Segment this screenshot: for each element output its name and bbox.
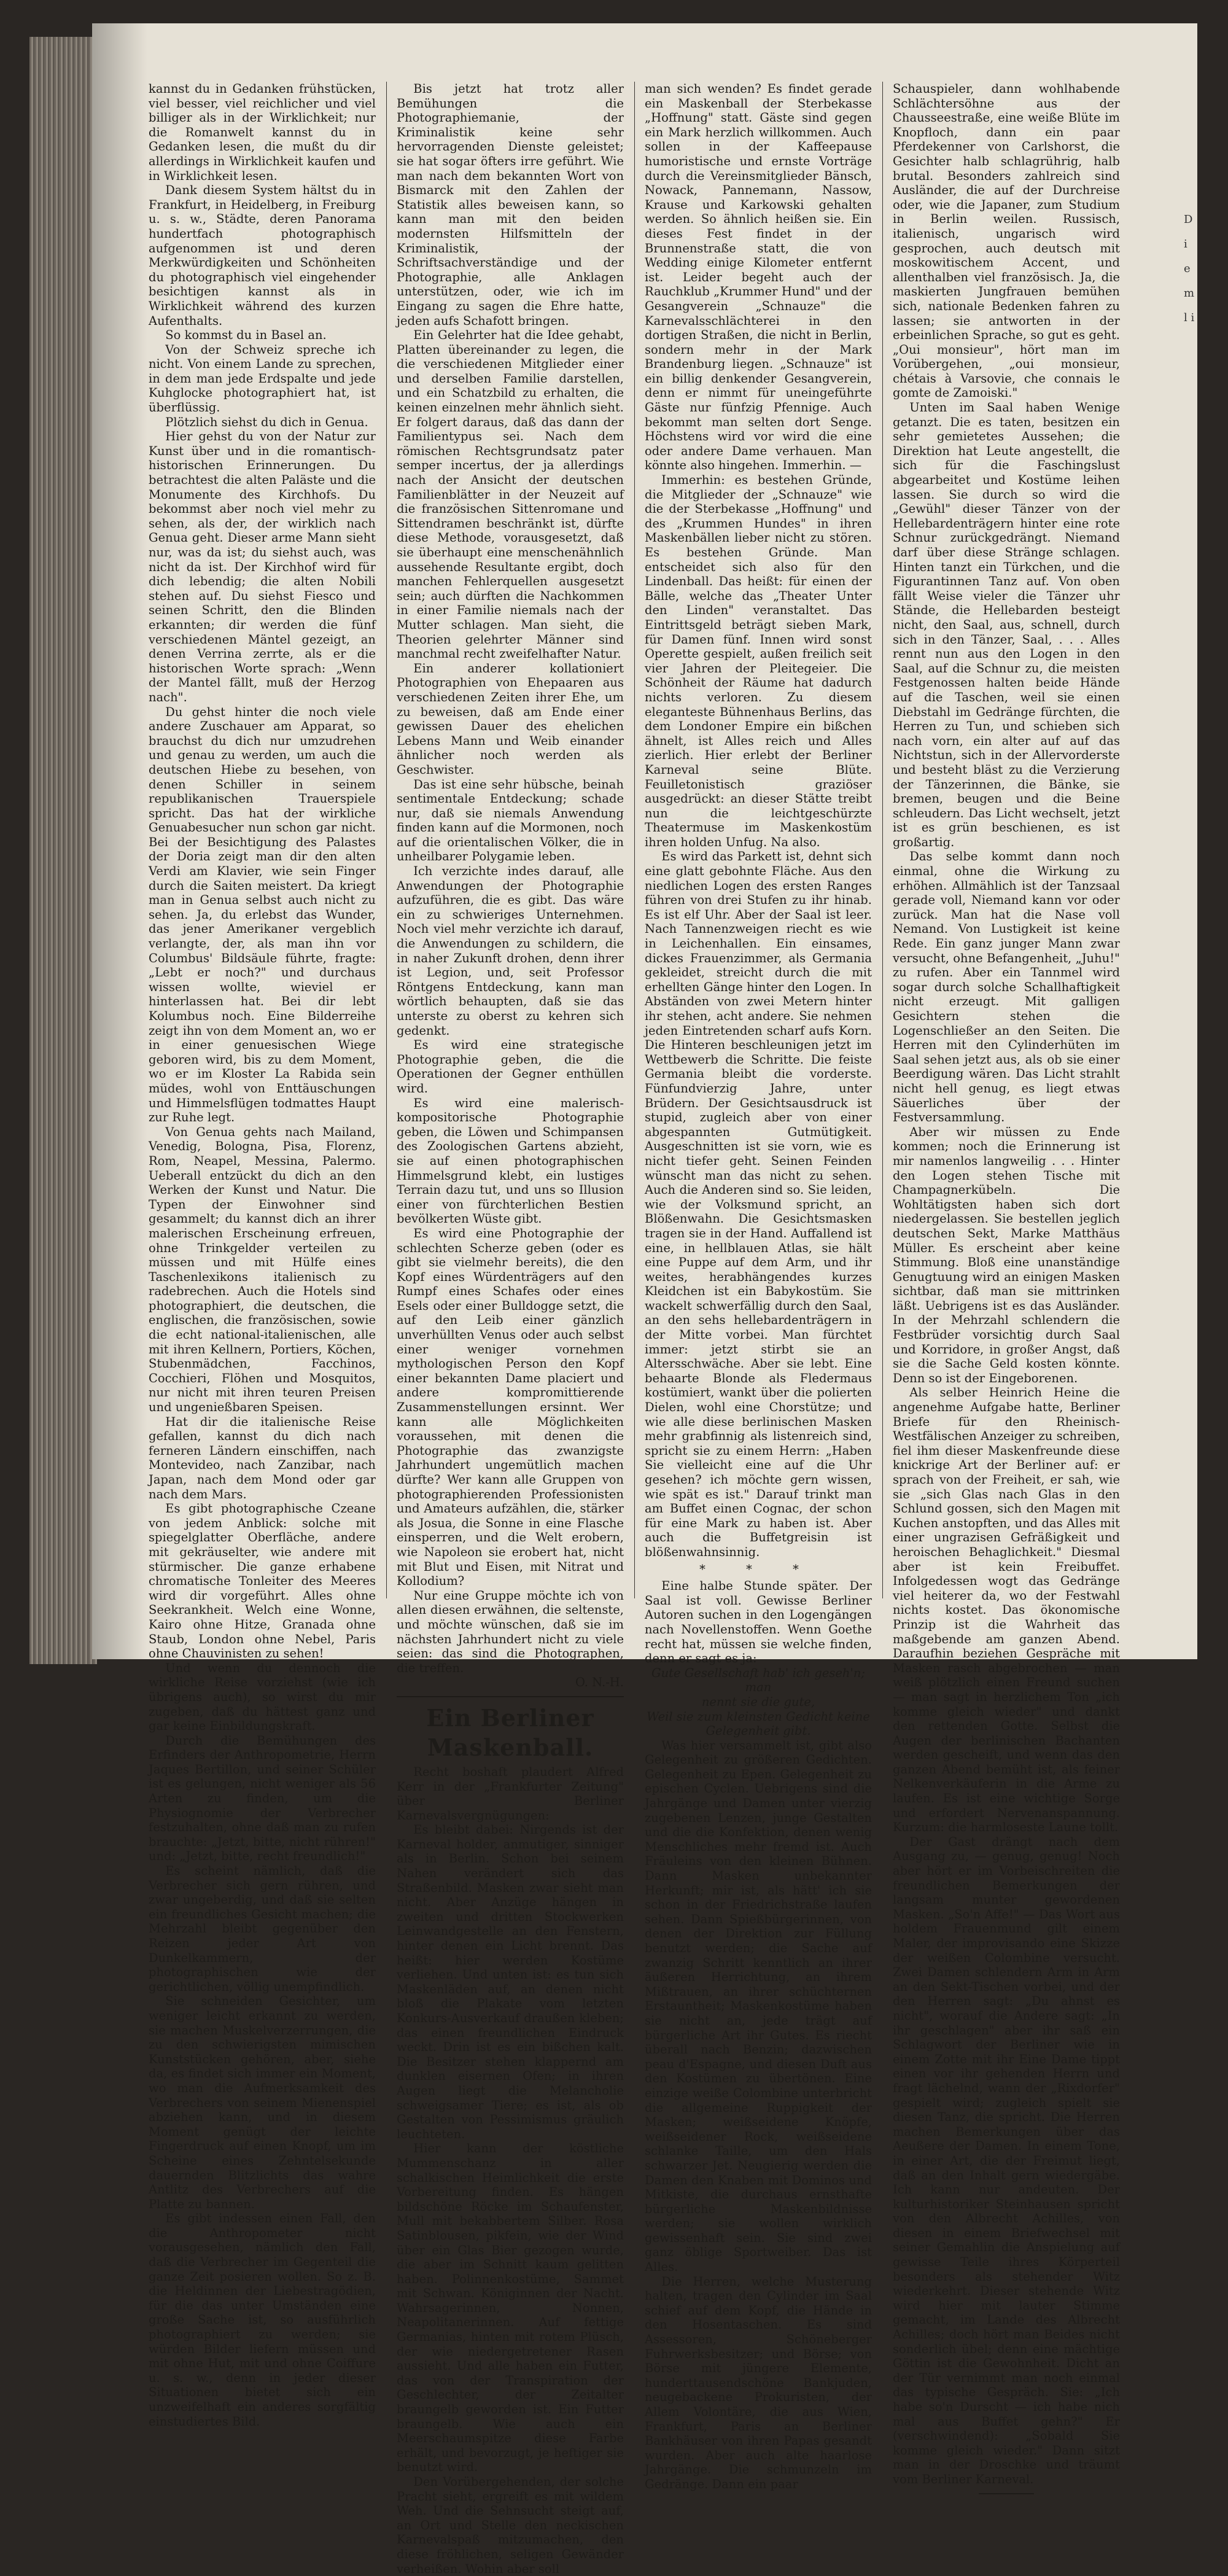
paragraph: Der Gast drängt nach dem Ausgang zu, — genug, genug! Noch aber hört er im Vorbeischreiten die freundlichen Bemerkungen der langsam munter gewordenen Masken. „So'n Affe!" — Das Wort aus holdem Frauenmund gilt einem Maler, der improvisando eine Skizze der weißen Colombine versucht. Zwei Damen schlendern Arm in Arm an den Sekt-Tischen vorbei, und der den Herren sagt: „Du ahnst es nicht", worauf die Andere sagt: „In ihr geschlagen" aber ihr saß ein Schlagwort der Berliner wie in einem Zotte mit ihr Eine Dame tippt einen vor ihr gehenden Herrn und fragt lächelnd, wann der „Rixdorfer" gespielt wird; zugleich spielt sie diesen Tanz, die spricht. Die Herren machen Bemerkungen über das Aeußere der Damen. In einem Tone, in einer Art, die der Freimut liegt, daß an den Inhalt gern wiedergäbe. Ich kann nur andeuten. Der kulturhistoriker Steinhausen spricht von den Albrecht Achilles, von diesen in einem Briefwechsel mit seiner Gemahlin die Anspielung auf gewisse Teile ihres Körperteil besonders als stehender Witz wiederkehrt. Dieser stehende Witz wird hier mit lauter Stimme gemacht, im Lande des Albrecht Achilles; doch hört man Beides nicht sonderlich übel; denn eine mächtige Göttin ist die Gewohnheit. Dicht an der Tür vernimmt man noch einmal das typische Gespräch. Sie: „Ich habe so'n Durscht — ich habe nich mal aus Buffet gehn?" Er (verschwindend): „Sobald Sie komme gleich wieder." Dann sitzt man in der Droschke und träumt vom Berliner Karneval. [893,1834,1120,2486]
book-page-edges [29,37,97,1664]
paragraph: Hier gehst du von der Natur zur Kunst über und in die romantisch-historischen Erinnerungen. Du betrachtest die alten Paläste und die Monumente des Kirchhofs. Du bekommst aber noch viel mehr zu sehen, als der, der wirklich nach Genua geht. Dieser arme Mann sieht nur, was da ist; du siehst auch, was nicht da ist. Der Kirchhof wird für dich lebendig; die alten Nobili stehen auf. Du siehst Fiesco und seinen Schritt, den die Blinden erkannten; dir werden die fünf verschiedenen Mäntel gezeigt, an denen Verrina zerrte, als er die historischen Worte sprach: „Wenn der Mantel fällt, muß der Herzog nach". [149,429,376,704]
paragraph: Von Genua gehts nach Mailand, Venedig, Bologna, Pisa, Florenz, Rom, Neapel, Messina, Palermo. Ueberall entzückt du dich an den Werken der Kunst und Natur. Die Typen der Einwohner sind gesammelt; du kannst dich an ihrer malerischen Erscheinung erfreuen, ohne Trinkgelder verteilen zu müssen und mit Hülfe eines Taschenlexikons italienisch zu radebrechen. Auch die Hotels sind photographiert, die deutschen, die englischen, die französischen, sowie die echt national-italienischen, alle mit ihren Kellnern, Portiers, Köchen, Stubenmädchen, Facchinos, Cocchieri, Flöhen und Mosquitos, nur nicht mit ihren teuren Preisen und ungenießbaren Speisen. [149,1124,376,1415]
paragraph: Und wenn du dennoch die wirkliche Reise vorziehst (wie ich übrigens auch), so wirst du mir zugeben, daß du hättest ganz und gar keine Einbildungskraft. [149,1660,376,1734]
poem-line: nennt sie die gute, [701,1694,815,1709]
paragraph: Es wird eine malerisch-kompositorische Photographie geben, die Löwen und Schimpansen des Zoologischen Gartens abzieht, sie auf einen photographischen Himmelsgrund klebt, ein lustiges Terrain dazu tut, und uns so Illusion einer von fürchterlichen Bestien bevölkerten Wüste gibt. [397,1095,624,1226]
article-intro: Recht boshaft plaudert Alfred Kerr in der „Frankfurter Zeitung" über Berliner Karnevalsvergnügungen: [397,1764,624,1823]
paragraph: Aber wir müssen zu Ende kommen; noch die Erinnerung ist mir namenlos langweilig . . . Hinter den Logen stehen Tische mit Champagnerkübeln. Die Wohltätigsten haben sich dort niedergelassen. Sie bestellen jeglich deutschen Sekt, Marke Matthäus Müller. Es erscheint aber keine Stimmung. Bloß eine unanständige Genugtuung wird an einigen Masken sichtbar, daß man sie mittrinken läßt. Uebrigens ist es das Ausländer. In der Mehrzahl schlendern die Festbrüder vorsichtig durch Saal und Korridore, in großer Angst, daß sie die Sache Geld kosten könnte. Denn so ist der Eingeborenen. [893,1124,1120,1385]
paragraph: Nur eine Gruppe möchte ich von allen diesen erwähnen, die seltenste, und möchte wünschen, daß sie im nächsten Jahrhundert nicht zu viele seien: das sind die Photographen, die treffen. [397,1588,624,1675]
paragraph: Schauspieler, dann wohlhabende Schlächtersöhne aus der Chausseestraße, eine weiße Blüte im Knopfloch, dann ein paar Pferdekenner von Carlshorst, die Gesichter halb schlagrührig, halb brutal. Besonders zahlreich sind Ausländer, die auf der Durchreise oder, wie die Japaner, zum Studium in Berlin weilen. Russisch, italienisch, ungarisch wird gesprochen, auch deutsch mit moskowitischem Accent, und allenthalben viel französisch. Ja, die maskierten Jungfrauen bemühen sich, nationale Bedenken fahren zu lassen; sie antworten in der erbeinlichen Sprache, so gut es geht. „Oui monsieur", hört man im Vorübergehen, „oui monsieur, chétais à Varsovie, che connais le gomte de Zamoiski." [893,82,1120,400]
end-rule [979,2493,1034,2494]
gutter-shadow [92,23,147,1659]
column-rule-2 [634,82,635,1598]
paragraph: kannst du in Gedanken frühstücken, viel besser, viel reichlicher und viel billiger als in der Wirklichkeit; nur die Romanwelt kannst du in Gedanken lesen, die mußt du dir allerdings in Wirklichkeit kaufen und in Wirklichkeit lesen. [149,82,376,183]
paragraph: So kommst du in Basel an. [165,328,327,343]
poem-line: Gute Gesellschaft hab' ich geseh'n; man [651,1665,865,1695]
paragraph: Was hier versammelt ist, gibt also Gelegenheit zu größeren Gedichten. Gelegenheit zu Epen. Gelegenheit zu epischen Cyclen. Uebrigens sind die Jahrgänge und Damen unter vierzig zugebenen Lenzen, junge Gestalten und die die Konfektion, denen wenig Menschliches mehr fremd ist. Auch Fräuleins von den kleinen Bühnen. Dann Masken unbekannter Herkunft; mir ist, als hätt' ich sie schon in der Friedrichstraße laufen sehen. Dann Spießbürgerinnen, von denen der Direktion zur Füllung benutzt werden; die Sache auf zwanzig Schritt kenntlich an ihrer äußeren Herrichtung, an ihrem Mißtrauen, an ihrer schüchternen Erstauntheit; Maskenkostüme haben sie nicht an, jede trägt auf bürgerliche Art ihr Gutes. Es riecht überall nach Benzin; dazwischen peau d'Espagne, und diesen Duft aus den Kostümen zu übertönen. Eine einzige weiße Colombine unterbricht die allgemeine Ruppigkeit der Masken; weißseidene Knöpfe, weißseidener Rock, weißseidene schlanke Taille, um den Hals schwarzer Jet. Neugierig werden die Damen den Knaben mit Dominos und Mitkiste, die durchaus ernsthafte bürgerliche Maskenbildnisse werden; sie wollen wirklich gewissenhaft sein. Sie sind zwei ganz öblige Sportweiber. Das ist Alles. [645,1738,872,2274]
paragraph: Unten im Saal haben Wenige getanzt. Die es taten, besitzen ein sehr gemietetes Aussehen; die Direktion hat Leute angestellt, die sich für die Faschingslust abgearbeitet und Kostüme leihen lassen. Sie durch so wird die „Gewühl" dieser Tänzer von der Hellebardenträgern hinter eine rote Schnur zurückgedrängt. Niemand darf über diese Stränge schlagen. Hinten tanzt ein Türkchen, und die Figurantinnen Tanz auf. Von oben fällt Weise vieler die Tänzer uhr Stände, die Hellebarden besteigt nicht, den Saal, aus, schnell, durch sich in den Tänzer, Saal, . . . Alles rennt nun aus den Logen in den Saal, auf die Schnur zu, die meisten Festgenossen halten beide Hände auf die Taschen, weil sie einen Diebstahl im Gedränge fürchten, die Herren zu Tun, und schieben sich nach vorn, ein alter auf auf das Nichtstun, sich in der Allervorderste und besteht bläst zu die Verzierung der Tänzerinnen, die Bänke, sie bremen, beugen und die Beine schleudern. Das Licht wechselt, jetzt ist es grün beschienen, es ist großartig. [893,400,1120,849]
paragraph: Es gibt photographische Czeane von jedem Anblick: solche mit spiegelglatter Oberfläche, andere mit gekräuselter, wie andere mit stürmischer. Die ganze erhabene chromatische Tonleiter des Meeres wird dir vorgeführt. Alles ohne Seekrankheit. Welch eine Wonne, Kairo ohne Hitze, Granada ohne Staub, London ohne Nebel, Paris ohne Chauvinisten zu sehen! [149,1501,376,1661]
paragraph: Bis jetzt hat trotz aller Bemühungen die Photographiemanie, der Kriminalistik keine sehr hervorragenden Dienste geleistet; sie hat sogar öfters irre geführt. Wie man nach dem bekannten Wort von Bismarck mit den Zahlen der Statistik alles beweisen kann, so kann man mit den beiden modernsten Hilfsmitteln der Kriminalistik, der Schriftsachverständige und der Photographie, alle Anklagen unterstützen, oder, wie ich im Eingang zu sagen die Ehre hatte, jeden aufs Schafott bringen. [397,82,624,328]
paragraph: Ein Gelehrter hat die Idee gehabt, Platten übereinander zu legen, die die verschiedenen Mitglieder einer und derselben Familie darstellen, und ein Schatzbild zu erhalten, die keinen einzelnen mehr ähnlich sieht. Er folgert daraus, daß das dann der Familientypus sei. Nach dem römischen Rechtsgrundsatz pater semper incertus, der ja allerdings nach der Ansicht der deutschen Familienblätter in der Neuzeit auf die französischen Sittenromane und Sittendramen beschränkt ist, dürfte diese Methode, vorausgesetzt, daß sie überhaupt eine menschenähnlich aussehende Resultante ergibt, doch manchen Fehlerquellen ausgesetzt sein; auch dürften die Nachkommen in einer Familie niemals nach der Mutter schlagen. Man sieht, die Theorien gelehrter Männer sind manchmal recht zweifelhafter Natur. [397,328,624,661]
column-3 [645,82,872,2492]
paragraph: Es scheint nämlich, daß die Verbrecher sich gern rühren, und zwar ungeberdig, und daß sie selten ein freundliches Gesicht machen; die Mehrzahl bleibt gegenüber den Reizen jeder Art von Dunkelkammern, der photographischen wie der gerichtlichen, völlig unempfindlich. [149,1864,376,1994]
paragraph: Durch die Bemühungen des Erfinders der Anthropometrie, Herrn Jaques Bertillon, und seiner Schüler ist es gelungen, nicht weniger als 56 Arten zu finden, um die Physiognomie der Verbrecher festzuhalten, ohne daß man zu rufen brauchte: „Jetzt, bitte, nicht rühren!" und: „Jetzt, bitte, recht freundlich!" [149,1733,376,1864]
paragraph: Hier kann der köstliche Mummenschanz in aller schalkischen Heimlichkeit die erste Vorbereitung finden. Es hängen bildschöne Röcke im Schaufenster, Mull mit bekabbertem Silber. Rosa Satinblousen, pikfein, wie der Wind über ein Glas Bier gezogen wurde, die aber im Schnitt kaum gelitten haben. Polinnenkostüme, Sammet mit Schwan. Königinnen der Nacht. Wahrsagerinnen, Nonnen, Neapolitanerinnen. Auf fettige Germanias, hinten mit rotem Plüsch, der wie niedergetretener Rasen aussieht. Und alle haben ein Futter, das von der Transpiration der Geschlechter, der Zeitalter braungelb geworden ist. Ein Futter braungelb. Wie auch ein Meerschaumspitze diese Farbe erhält, und bevorzugt, je heftiger sie benutzt wird. [397,2141,624,2475]
paragraph: Die Herren, welche Musterung halten, tragen den Cylinder im Saal schief auf dem Kopf, die Hände in den Hosentaschen. Es sind Assessoren, Schöneberger Fuhrwerksbesitzer; und Börse; von Börse mit jüngere Elemente, hunderttausendschöne Bankjuden, neugebackene Prokuristen, der Allem Volontäre, die aus Wien, Frankfurt, Paris an Berliner Bankhäuser von ihren Papas gesandt wurden. Aber auch alte haarlose Jahrgänge. Die schmunzeln im Gedränge. Dann ein paar [645,2274,872,2491]
poem-line: Weil sie zum kleinsten Gedicht keine [647,1709,870,1724]
paragraph: Hat dir die italienische Reise gefallen, kannst du dich nach ferneren Ländern einschiffen, nach Montevideo, nach Zanzibar, nach Japan, nach dem Mond oder gar nach dem Mars. [149,1414,376,1501]
paragraph: Immerhin: es bestehen Gründe, die Mitglieder der „Schnauze" wie die der Sterbekasse „Hoffnung" und des „Krummen Hundes" in ihren Maskenbällen lieber nicht zu stören. Es bestehen Gründe. Man entscheidet sich also für den Lindenball. Das heißt: für einen der Bälle, welche das „Theater Unter den Linden" veranstaltet. Das Eintrittsgeld beträgt sieben Mark, für Damen fünf. Innen wird sonst Operette gespielt, außen freilich seit vier Jahren der Pleitegeier. Die Schönheit der Räume hat dadurch nichts verloren. Zu diesem eleganteste Bühnenhaus Berlins, das dem Londoner Empire ein bißchen ähnelt, ist Alles reich und Alles zierlich. Hier erlebt der Berliner Karneval seine Blüte. Feuilletonistisch graziöser ausgedrückt: an dieser Stätte treibt nun die leichtgeschürzte Theatermuse im Maskenkostüm ihren holden Unfug. Na also. [645,473,872,849]
paragraph: Von der Schweiz spreche ich nicht. Von einem Lande zu sprechen, in dem man jede Erdspalte und jede Kuhglocke photographiert hat, ist überflüssig. [149,342,376,415]
paragraph: Es gibt indessen einen Fall, den die Anthropometer nicht vorausgesehen, nämlich den Fall, daß die Verbrecher im Gegenteil die ganze Zeit posieren wollen. So z. B. die Heldinnen der Liebestragödien, für die das unter Umständen eine große Sache ist, so ausführlich photographiert zu werden; sie würden Bilder liefern müssen und mit ohne Hut, mit und ohne Coiffure u. s. w., denn in jeder dieser Situationen bietet sich ein unzweifelhaft ein anderes sorgfältig einstudiertes Bild. [149,2211,376,2429]
article-headline: Ein Berliner Maskenball. [397,1696,624,1762]
paragraph: Ein anderer kollationiert Photographien von Ehepaaren aus verschiedenen Zeiten ihrer Ehe, um zu beweisen, daß am Ende einer gewissen Dauer des ehelichen Lebens Mann und Weib einander ähnlicher noch werden als Geschwister. [397,661,624,777]
adjacent-page-letters: D i e m l i [1184,213,1195,324]
paragraph: Eine halbe Stunde später. Der Saal ist voll. Gewisse Berliner Autoren suchen in den Logengängen nach Novellenstoffen. Wenn Goethe recht hat, müssen sie welche finden, denn er sagt es ja: [645,1579,872,1666]
paragraph: Es wird eine strategische Photographie geben, die die Operationen der Gegner enthüllen wird. [397,1038,624,1095]
column-1 [149,82,376,2429]
paragraph: Es wird eine Photographie der schlechten Scherze geben (oder es gibt sie vielmehr bereits), die den Kopf eines Würdenträgers auf den Rumpf eines Schafes oder eines Esels oder einer Bulldogge setzt, die auf den Leib einer gänzlich unverhüllten Venus oder auch selbst einer weniger vornehmen mythologischen Person den Kopf einer bekannten Dame placiert und andere kompromittierende Zusammenstellungen ersinnt. Wer kann alle Möglichkeiten voraussehen, mit denen die Photographie das zwanzigste Jahrhundert ungemütlich machen dürfte? Wer kann alle Gruppen von photographierenden Professionisten und Amateurs aufzählen, die, stärker als Josua, die Sonne in eine Flasche einsperren, und die Welt erobern, wie Napoleon sie erobert hat, nicht mit Blut und Eisen, mit Nitrat und Kollodium? [397,1226,624,1589]
column-2 [397,82,624,2576]
section-break-stars: * * * [699,1562,817,1576]
poem-line: Gelegenheit gibt. [705,1724,811,1738]
paragraph: Es bleibt dabei: Nirgends ist der Karneval holder, anmutiger, sinniger als in Berlin. Schon bei seinem Nahen verändert sich das Straßenbild. Masken zwar sieht man nicht. Aber Anzüge hängen in zweiten und dritten Stockwerken Leinwandgestelle an den Fenstern, hinter denen ein Licht brennt. Das heißt: hier werden Kostüme verliehen. Und unten ist: es tun sich Maskenläden auf, an denen nicht bloß die Plakate vom letzten Konkurs-Ausverkauf draußen kleben; das einen freundlichen Eindruck weckt. Drin ist es ein bißchen kalt. Die Besitzer stehen klappernd am dunklen eisernen Ofen; in ihren Augen liegt die Melancholie schweigsamer Tiere; es ist, als ob Gestalten von Pessimismus gräulich leuchteten. [397,1823,624,2141]
paragraph: Als selber Heinrich Heine die angenehme Aufgabe hatte, Berliner Briefe für den Rheinisch-Westfälischen Anzeiger zu schreiben, fiel ihm dieser Maskenfreunde diese knickrige Art der Berliner auf: er sprach von der Freiheit, er sah, wie sie „sich Glas nach Glas in den Schlund gossen, sich den Magen mit Kuchen anstopften, und das Alles mit einer ungrazisen Gefräßigkeit und heroischen Behaglichkeit." Diesmal aber ist kein Freibuffet. Infolgedessen wogt das Gedränge viel heiterer da, wo der Festwahl nichts kostet. Das ökonomische Prinzip ist die Wahrheit das maßgebende am ganzen Abend. Daraufhin beziehen Gespräche mit Masken rasch abgebrochen — man weiß plötzlich einen Freund suchen — man sagt in herzlichem Ton „ich komme gleich wieder" und dankt den rettenden Gotte. Selbst die Augen der berlinischen Bachanten werden gescheift, und wenn das den ganzen Abend bemüht ist, als feiner Nelkenverkäuferin in die Arme zu laufen. Es ist eine wichtige Sorge und erfordert Nervenanspannung. Kurzum: die harmloseste Laune tollt. [893,1385,1120,1835]
paragraph: Es wird das Parkett ist, dehnt sich eine glatt gebohnte Fläche. Aus den niedlichen Logen des ersten Ranges führen von drei Stufen zu ihr hinab. Es ist elf Uhr. Aber der Saal ist leer. Nach Tannenzweigen riecht es wie in Leichenhallen. Ein einsames, dickes Frauenzimmer, als Germania gekleidet, streicht durch die mit erhellten Gänge hinter den Logen. In Abständen von zwei Metern hinter ihr stehen, acht andere. Sie nehmen jeden Eintretenden scharf aufs Korn. Die Hinteren beschleunigen jetzt im Wettbewerb die Schritte. Die feiste Germania bleibt die vorderste. Fünfundvierzig Jahre, unter Brüdern. Der Gesichtsausdruck ist stupid, zugleich aber von einer abgespannten Gutmütigkeit. Ausgeschnitten ist sie vorn, wie es nicht tiefer geht. Seinen Feinden wünscht man das nicht zu sehen. Auch die Anderen sind so. Sie leiden, wie der Volksmund spricht, an Blößenwahn. Die Gesichtsmasken tragen sie in der Hand. Auffallend ist eine, in hellblauen Atlas, sie hält eine Puppe auf dem Arm, und ihr weites, herabhängendes kurzes Kleidchen ist ein Babykostüm. Sie wackelt schwerfällig durch den Saal, an den sehs hellebardenträgern in der Mitte vorbei. Man fürchtet immer: jetzt stirbt sie an Altersschwäche. Aber sie lebt. Eine behaarte Blonde als Fledermaus kostümiert, wankt über die polierten Dielen, wohl eine Chorstütze; und wie alle diese berlinischen Masken mehr grabfinnig als listenreich sind, spricht sie zu einem Herrn: „Haben Sie vielleicht eine auf die Uhr gesehen? ich möchte gern wissen, wie spät es ist." Darauf trinkt man am Buffet einen Cognac, der schon für eine Mark zu haben ist. Aber auch die Buffetgreisin ist blößenwahnsinnig. [645,849,872,1559]
paragraph: Ich verzichte indes darauf, alle Anwendungen der Photographie aufzuführen, die es gibt. Das wäre ein zu schwieriges Unternehmen. Noch viel mehr verzichte ich darauf, die Anwendungen zu schildern, die in naher Zukunft drohen, denn ihrer ist Legion, und, seit Professor Röntgens Entdeckung, kann man wörtlich behaupten, daß sie das unterste zu oberst zu kehren sich gedenkt. [397,864,624,1038]
paragraph: Du gehst hinter die noch viele andere Zuschauer am Apparat, so brauchst du dich nur umzudrehen und genau zu werden, um auch die deutschen Hiebe zu besehen, von denen Schiller in seinem republikanischen Trauerspiele spricht. Das hat der wirkliche Genuabesucher nun schon gar nicht. Bei der Besichtigung des Palastes der Doria zeigt man dir den alten Verdi am Klavier, wie sein Finger durch die Saiten meistert. Da kriegt man in Genua selbst auch nicht zu sehen. Ja, du erlebst das Wunder, das jener Amerikaner vergeblich verlangte, der, als man ihn vor Columbus' Bildsäule führte, fragte: „Lebt er noch?" und durchaus wissen wollte, wieviel er hinterlassen hat. Bei dir lebt Kolumbus noch. Eine Bilderreihe zeigt ihn von dem Moment an, wo er in einer genuesischen Wiege geboren wird, bis zu dem Moment, wo er im Kloster La Rabida sein müdes, wohl von Enttäuschungen und Himmelsflügen todmattes Haupt zur Ruhe legt. [149,704,376,1125]
paragraph: Plötzlich siehst du dich in Genua. [165,414,368,429]
paragraph: Dank diesem System hältst du in Frankfurt, in Heidelberg, in Freiburg u. s. w., Städte, deren Panorama hundertfach photographisch aufgenommen ist und deren Merkwürdigkeiten und Schönheiten du photographisch viel eingehender besichtigen kannst als in Wirklichkeit während des kurzen Aufenthalts. [149,183,376,328]
goethe-quote [645,1666,872,1738]
paragraph: Das ist eine sehr hübsche, beinah sentimentale Entdeckung; schade nur, daß sie niemals Anwendung finden kann auf die Mormonen, noch auf die orientalischen Völker, die in unheilbarer Polygamie leben. [397,777,624,864]
paragraph: Das selbe kommt dann noch einmal, ohne die Wirkung zu erhöhen. Allmählich ist der Tanzsaal gerade voll, Niemand kann vor oder zurück. Man hat die Nase voll Nemand. Von Lustigkeit ist keine Rede. Ein ganz junger Mann zwar versucht, ohne Befangenheit, „Juhu!" zu rufen. Aber ein Tannmel wird sogar durch solche Schallhaftigkeit nicht erzeugt. Mit galligen Gesichtern stehen die Logenschließer an den Seiten. Die Herren mit den Cylinderhüten im Saal sehen jetzt aus, als ob sie einer Beerdigung wären. Das Licht strahlt nicht hell genug, es liegt etwas Säuerliches über der Festversammlung. [893,849,1120,1125]
article-signature: O. N.-H. [575,1675,624,1690]
paragraph: man sich wenden? Es findet gerade ein Maskenball der Sterbekasse „Hoffnung" statt. Gäste sind gegen ein Mark herzlich willkommen. Auch sollen in der Kaffeepause humoristische und ernste Vorträge durch die Vereinsmitglieder Bänsch, Nowack, Pannemann, Nassow, Krause und Karkowski gehalten werden. So ähnlich heißen sie. Ein dieses Fest findet in der Brunnenstraße statt, die von Wedding einige Kilometer entfernt ist. Leider begeht auch der Rauchklub „Krummer Hund" und der Gesangverein „Schnauze" die Karnevalsschlächterei in den dortigen Straßen, die nicht in Berlin, sondern mehr in der Mark Brandenburg liegen. „Schnauze" ist ein billig denkender Gesangverein, denn er nimmt für uneingeführte Gäste nur fünfzig Pfennige. Auch bekommt man selten dort Senge. Höchstens wird vor wird die eine oder andere Dame verhauen. Man könnte also hingehen. Immerhin. — [645,82,872,473]
column-rule-3 [882,82,883,1598]
column-rule-1 [386,82,387,1598]
column-4 [893,82,1120,2494]
paragraph: Sie schneiden Gesichter, um weniger leicht erkannt zu werden, sie machen Muskelverzerrungen, die zu den schwierigsten mimischen Kunststücken gehören, aber, siehe da, es findet sich immer ein Moment, wo man die Aufmerksamkeit des Verbrechers von seinem Mienenspiel abziehen kann, und in diesem Moment genügt der leichte Fingerdruck auf einen Knopf, um im Scheine eines Zehntelsekunde dauernden Blitzlichts das wahre Antlitz des Verbrechers auf die Platte zu bannen. [149,1994,376,2211]
newspaper-page [92,23,1197,2576]
paragraph: Den Vorübergehenden, der solche Pracht sieht, ergreift es mit wildem Weh. Und die Sehnsucht steigt auf, an Ort und Stelle den neckischen Karnevalspaß mitzumachen, den diese fröhlichen, seligen Gewänder verheißen. Wohin aber soll [397,2475,624,2576]
